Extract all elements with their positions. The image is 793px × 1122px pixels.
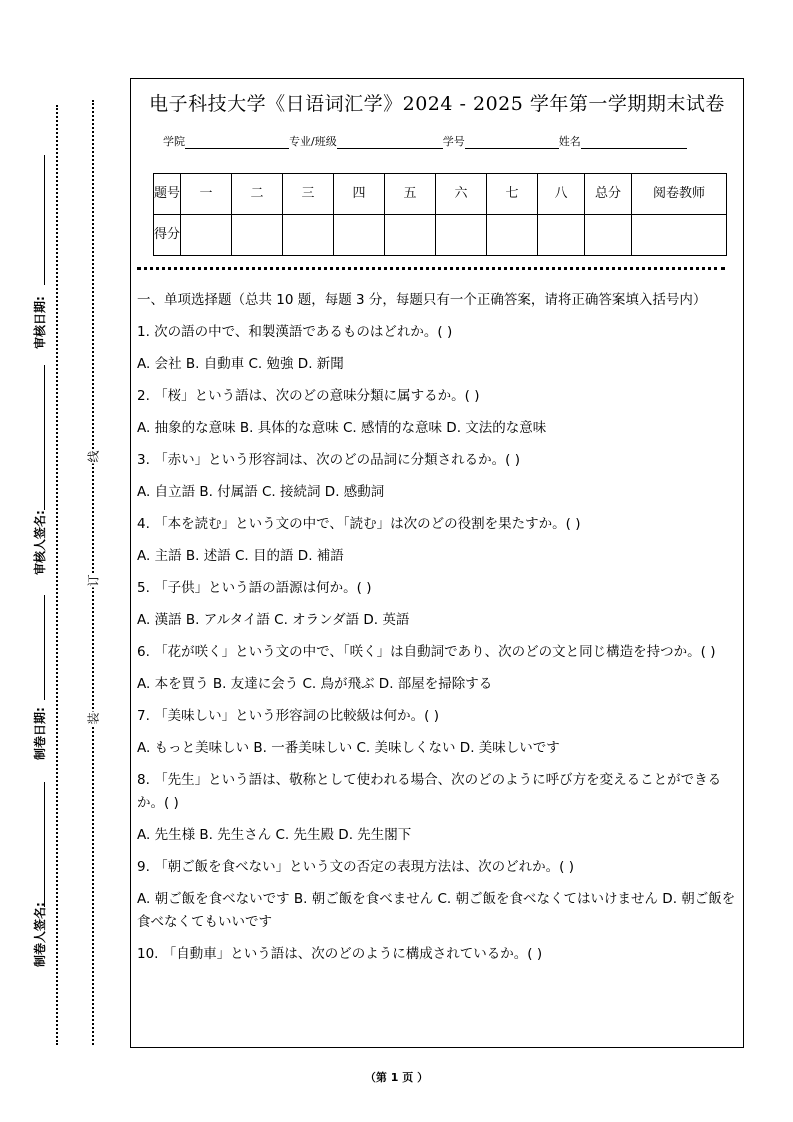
question-5-options: A. 漢語 B. アルタイ語 C. オランダ語 D. 英語 <box>137 612 410 628</box>
header-cell: 八 <box>538 174 585 215</box>
section-1 <box>137 289 737 975</box>
major-field[interactable] <box>337 136 443 149</box>
score-cell-grader[interactable] <box>632 215 727 256</box>
question-8-options: A. 先生様 B. 先生さん C. 先生殿 D. 先生閣下 <box>137 827 412 843</box>
student-id-label: 学号 <box>442 135 465 148</box>
header-cell-grader: 阅卷教师 <box>632 174 727 215</box>
question-4-options: A. 主語 B. 述語 C. 目的語 D. 補語 <box>137 548 344 564</box>
score-cell[interactable] <box>487 215 538 256</box>
binding-char-bind: 装 <box>86 712 101 725</box>
college-field[interactable] <box>185 136 289 149</box>
review-date-label: 审核日期: <box>33 296 47 349</box>
question-1: 1. 次の語の中で、和製漢語であるものはどれか。( ) <box>137 324 453 340</box>
name-label: 姓名 <box>558 135 581 148</box>
exam-frame <box>130 78 744 1048</box>
binding-dotted-line <box>92 100 94 1045</box>
name-field[interactable] <box>581 136 687 149</box>
question-9-options: A. 朝ご飯を食べないです B. 朝ご飯を食べません C. 朝ご飯を食べなくてはいけません D. 朝ご飯を食べなくてもいいです <box>137 891 736 930</box>
review-date-line[interactable] <box>44 155 45 285</box>
header-cell: 五 <box>385 174 436 215</box>
reviewer-sign-label: 审核人签名: <box>33 510 47 575</box>
header-cell: 六 <box>436 174 487 215</box>
score-cell[interactable] <box>232 215 283 256</box>
maker-sign-line[interactable] <box>44 782 45 907</box>
score-table-score-row <box>154 215 727 256</box>
section-heading: 一、单项选择题（总共 10 题，每题 3 分，每题只有一个正确答案，请将正确答案填入括号内） <box>137 292 707 308</box>
question-2-options: A. 抽象的な意味 B. 具体的な意味 C. 感情的な意味 D. 文法的な意味 <box>137 420 547 436</box>
binding-char-staple: 订 <box>86 574 101 587</box>
question-4: 4. 「本を読む」という文の中で、「読む」は次のどの役割を果たすか。( ) <box>137 516 581 532</box>
header-cell-total: 总分 <box>585 174 632 215</box>
exam-title: 电子科技大学《日语词汇学》2024 - 2025 学年第一学期期末试卷 <box>149 93 725 115</box>
question-8: 8. 「先生」という語は、敬称として使われる場合、次のどのように呼び方を変えることができるか。( ) <box>137 772 722 811</box>
score-cell[interactable] <box>283 215 334 256</box>
question-6: 6. 「花が咲く」という文の中で、「咲く」は自動詞であり、次のどの文と同じ構造を持つか。( ) <box>137 644 716 660</box>
score-table <box>153 173 727 256</box>
binding-char-line: 线 <box>86 450 101 463</box>
score-table-header-row <box>154 174 727 215</box>
score-cell[interactable] <box>436 215 487 256</box>
question-10: 10. 「自動車」という語は、次のどのように構成されているか。( ) <box>137 946 543 962</box>
question-7-options: A. もっと美味しい B. 一番美味しい C. 美味しくない D. 美味しいです <box>137 740 560 756</box>
header-cell: 七 <box>487 174 538 215</box>
page-number: （第 1 页 ） <box>364 1071 429 1084</box>
question-6-options: A. 本を買う B. 友達に会う C. 鳥が飛ぶ D. 部屋を掃除する <box>137 676 493 692</box>
header-cell: 三 <box>283 174 334 215</box>
header-cell-question-no: 题号 <box>154 174 181 215</box>
maker-date-line[interactable] <box>44 595 45 700</box>
question-5: 5. 「子供」という語の語源は何か。( ) <box>137 580 372 596</box>
college-label: 学院 <box>163 135 185 148</box>
score-row-label: 得分 <box>154 215 181 256</box>
score-cell-total[interactable] <box>585 215 632 256</box>
student-info-row <box>163 133 687 149</box>
header-cell: 四 <box>334 174 385 215</box>
question-9: 9. 「朝ご飯を食べない」という文の否定の表現方法は、次のどれか。( ) <box>137 859 574 875</box>
header-cell: 一 <box>181 174 232 215</box>
question-7: 7. 「美味しい」という形容詞の比較級は何か。( ) <box>137 708 439 724</box>
question-3: 3. 「赤い」という形容詞は、次のどの品詞に分類されるか。( ) <box>137 452 520 468</box>
outer-dotted-line <box>56 105 58 1045</box>
score-cell[interactable] <box>181 215 232 256</box>
student-id-field[interactable] <box>465 136 559 149</box>
dotted-separator <box>137 267 725 270</box>
score-cell[interactable] <box>538 215 585 256</box>
score-cell[interactable] <box>385 215 436 256</box>
major-label: 专业/班级 <box>289 135 337 148</box>
question-3-options: A. 自立語 B. 付属語 C. 接続詞 D. 感動詞 <box>137 484 385 500</box>
question-1-options: A. 会社 B. 自動車 C. 勉強 D. 新聞 <box>137 356 344 372</box>
maker-date-label: 制卷日期: <box>33 707 47 760</box>
header-cell: 二 <box>232 174 283 215</box>
reviewer-sign-line[interactable] <box>44 365 45 510</box>
score-cell[interactable] <box>334 215 385 256</box>
question-2: 2. 「桜」という語は、次のどの意味分類に属するか。( ) <box>137 388 480 404</box>
maker-sign-label: 制卷人签名: <box>33 902 47 967</box>
